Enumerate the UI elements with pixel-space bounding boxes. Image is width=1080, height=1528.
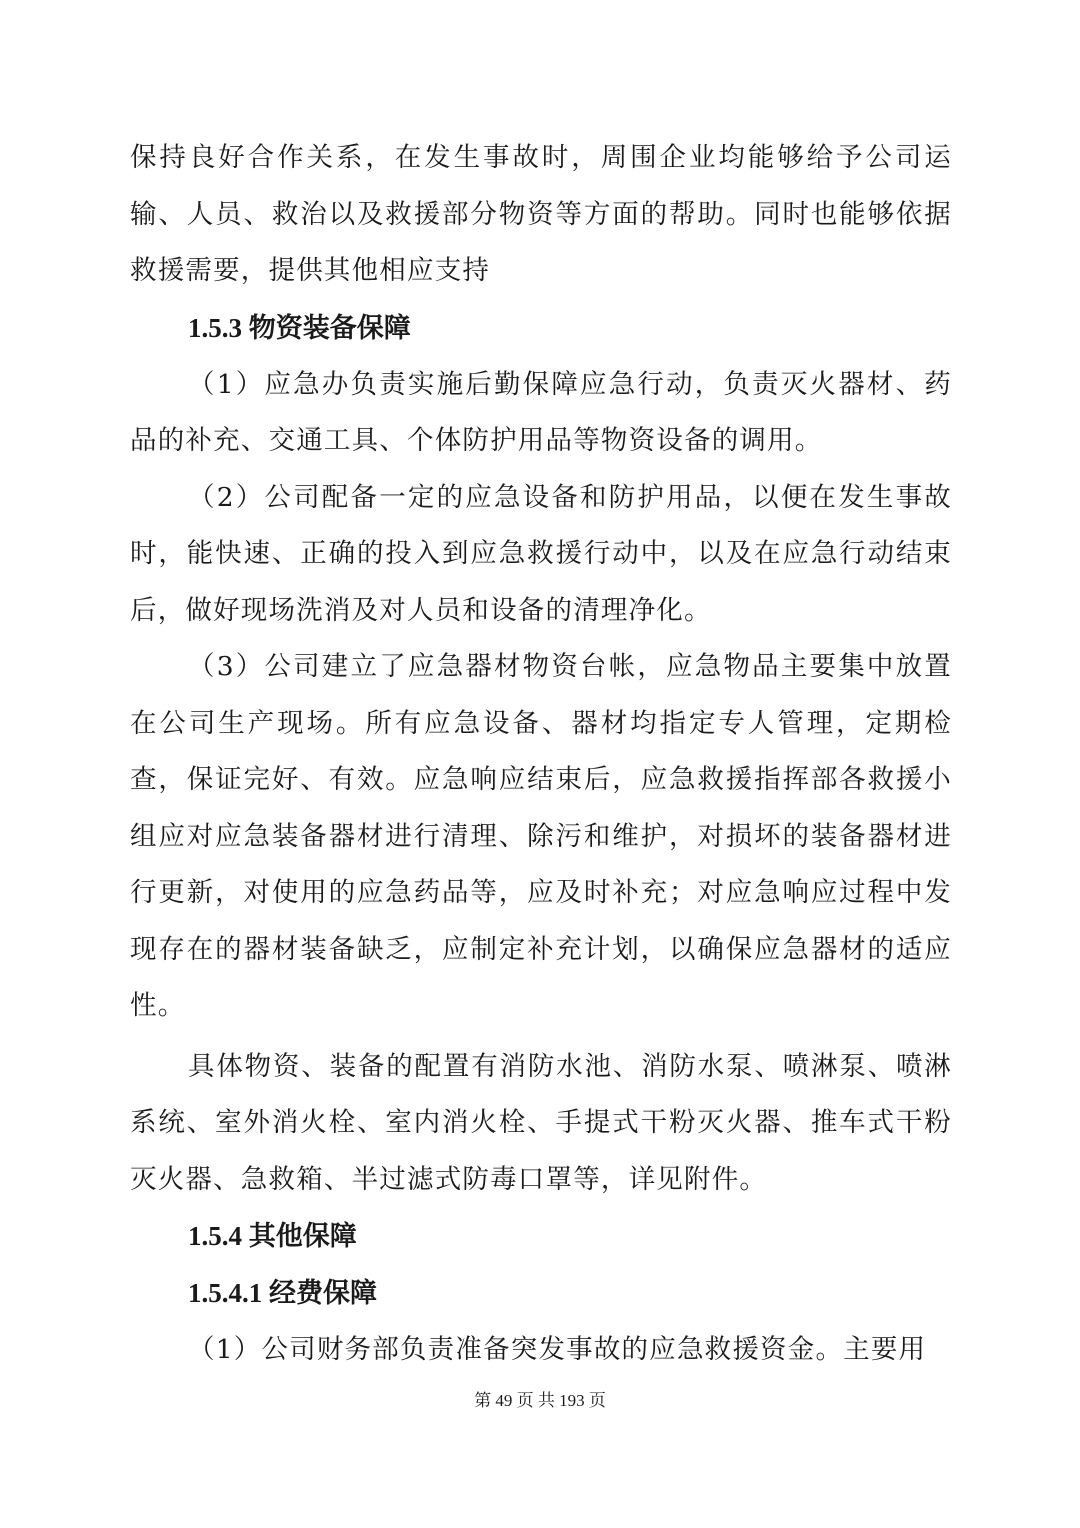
paragraph-item-3: （3）公司建立了应急器材物资台帐，应急物品主要集中放置在公司生产现场。所有应急设备、器材均指定专人管理，定期检查，保证完好、有效。应急响应结束后，应急救援指挥部各救援小组应对应急装备器材进行清理、除污和维护，对损坏的装备器材进行更新，对使用的应急药品等，应及时补充；对应急响应过程中发现存在的器材装备缺乏，应制定补充计划，以确保应急器材的适应性。 bbox=[130, 651, 952, 1021]
paragraph-intro: 保持良好合作关系，在发生事故时，周围企业均能够给予公司运输、人员、救治以及救援部分物资等方面的帮助。同时也能够依据救援需要，提供其他相应支持 bbox=[130, 142, 952, 286]
paragraph-funding-1: （1）公司财务部负责准备突发事故的应急救援资金。主要用 bbox=[188, 1334, 927, 1365]
paragraph-item-1: （1）应急办负责实施后勤保障应急行动，负责灭火器材、药品的补充、交通工具、个体防护用品等物资设备的调用。 bbox=[130, 368, 952, 456]
section-heading-1-5-4-1: 1.5.4.1 经费保障 bbox=[188, 1278, 377, 1308]
page-number-footer: 第 49 页 共 193 页 bbox=[474, 1391, 606, 1410]
paragraph-equipment-list: 具体物资、装备的配置有消防水池、消防水泵、喷淋泵、喷淋系统、室外消火栓、室内消火栓、手提式干粉灭火器、推车式干粉灭火器、急救箱、半过滤式防毒口罩等，详见附件。 bbox=[130, 1050, 952, 1195]
document-body bbox=[130, 130, 952, 1379]
paragraph-item-2: （2）公司配备一定的应急设备和防护用品，以便在发生事故时，能快速、正确的投入到应急救援行动中，以及在应急行动结束后，做好现场洗消及对人员和设备的清理净化。 bbox=[130, 481, 952, 626]
section-heading-1-5-3: 1.5.3 物资装备保障 bbox=[188, 312, 411, 343]
section-heading-1-5-4: 1.5.4 其他保障 bbox=[188, 1221, 357, 1251]
